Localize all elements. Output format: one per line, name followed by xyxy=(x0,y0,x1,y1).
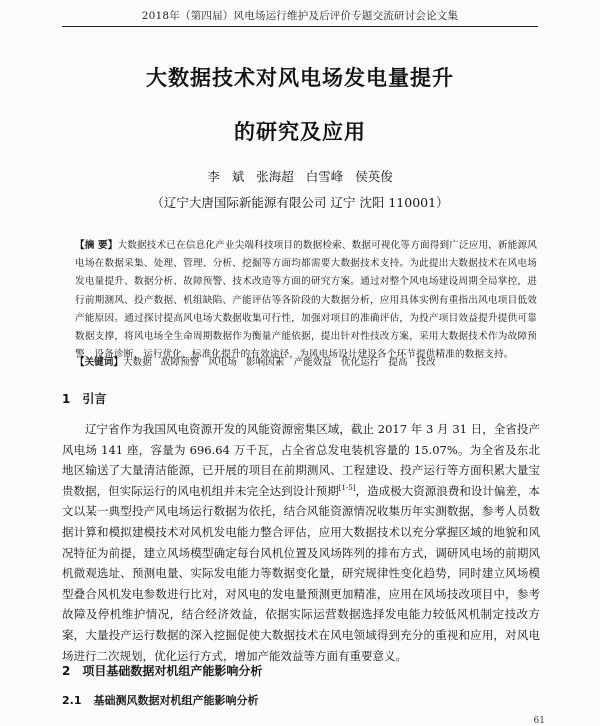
paper-title-line-1: 大数据技术对风电场发电量提升 xyxy=(146,66,454,90)
keywords-text: 大数据 故障预警 风电场 影响因素 产能效益 优化运行 提高 技改 xyxy=(122,357,436,368)
header-rule xyxy=(62,26,538,27)
section-2-title: 项目基础数据对机组产能影响分析 xyxy=(82,664,263,678)
section-1-number: 1 xyxy=(62,392,71,406)
page-number: 61 xyxy=(533,716,545,726)
section-2-1-title: 基础测风数据对机组产能影响分析 xyxy=(93,694,259,707)
section-2-1-number: 2.1 xyxy=(62,694,82,707)
paper-title-line-2: 的研究及应用 xyxy=(234,120,366,144)
abstract-label: 【摘 要】 xyxy=(75,240,118,251)
running-header: 2018年（第四届）风电场运行维护及后评价专题交流研讨会论文集 xyxy=(141,10,459,22)
section-1-paragraph xyxy=(62,419,540,666)
section-2-1-heading xyxy=(62,692,259,708)
paragraph-text-part-2: ，造成极大资源浪费和设计偏差，本文以某一典型投产风电场运行数据为依托，结合风能资源情况收集历年实测数据，参考人员数据计算和模拟建模技术对风机发电能力整合评估，应用大数据技术以充分掌握区域的地貌和风况特征为前提，建立风场模型确定每台风机位置及风场阵列的排布方式，调研风电场的前期风机微观选址、预测电量、实际发电能力等数据变化量，研究规律性变化趋势，同时建立风场模型叠合风机发电参数进行比对，对风电的发电量预测更加精准，应用在风场技改项目中，参考故障及停机维护情况，结合经济效益，依据实际运营数据选择发电能力较低风机制定技改方案，大量投产运行数据的深入挖掘促使大数据技术在风电领域得到充分的重视和应用，对风电场进行二次规划，优化运行方式，增加产能效益等方面有重要意义。 xyxy=(62,483,541,663)
paragraph-text-part-1: 辽宁省作为我国风电资源开发的风能资源密集区域，截止 2017 年 3 月 31 日，全省投产风电场 141 座，容量为 696.64 万千瓦，占全省总发电装机容量的 15.07%。为全省及东北地区输送了大量清洁能源，已开展的项目在前期测风、工程建设、投产运行等方面积累大量宝贵数据，但实际运行的风电机组并未完全达到设计预期 xyxy=(62,422,540,498)
section-1-title: 引言 xyxy=(82,392,107,406)
abstract-text: 大数据技术已在信息化产业尖端科技项目的数据检索、数据可视化等方面得到广泛应用，新能源风电场在数据采集、处理、管理、分析、挖掘等方面均都需要大数据技术支持。为此提出大数据技术在风电场发电量提升、数据分析、故障预警、技术改造等方面的研究方案。通过对整个风电场建设周期全局掌控，进行前期测风、投产数据、机组缺陷、产能评估等各阶段的大数据分析，应用具体实例有重指出风电项目低效产能原因。通过探讨提高风电场大数据收集可行性，加强对项目的准确评估，为投产项目效益提升提供可靠数据支撑，将风电场全生命周期数据作为衡量产能依据，提出针对性技改方案，采用大数据技术作为故障预警、设备诊断、运行优化、标准化提升的有效途径，为风电场设计建设各个环节提供精准的数据支持。 xyxy=(75,240,537,361)
paper-affiliation: （辽宁大唐国际新能源有限公司 辽宁 沈阳 110001） xyxy=(151,195,449,210)
abstract xyxy=(75,237,537,364)
keywords-label: 【关键词】 xyxy=(75,357,123,368)
section-1-heading xyxy=(62,390,106,407)
section-2-heading xyxy=(62,662,262,679)
keywords xyxy=(75,355,537,371)
section-2-number: 2 xyxy=(62,664,71,678)
paper-authors: 李 斌 张海超 白雪峰 侯英俊 xyxy=(207,169,393,184)
citation-reference: [1-5] xyxy=(338,483,356,492)
